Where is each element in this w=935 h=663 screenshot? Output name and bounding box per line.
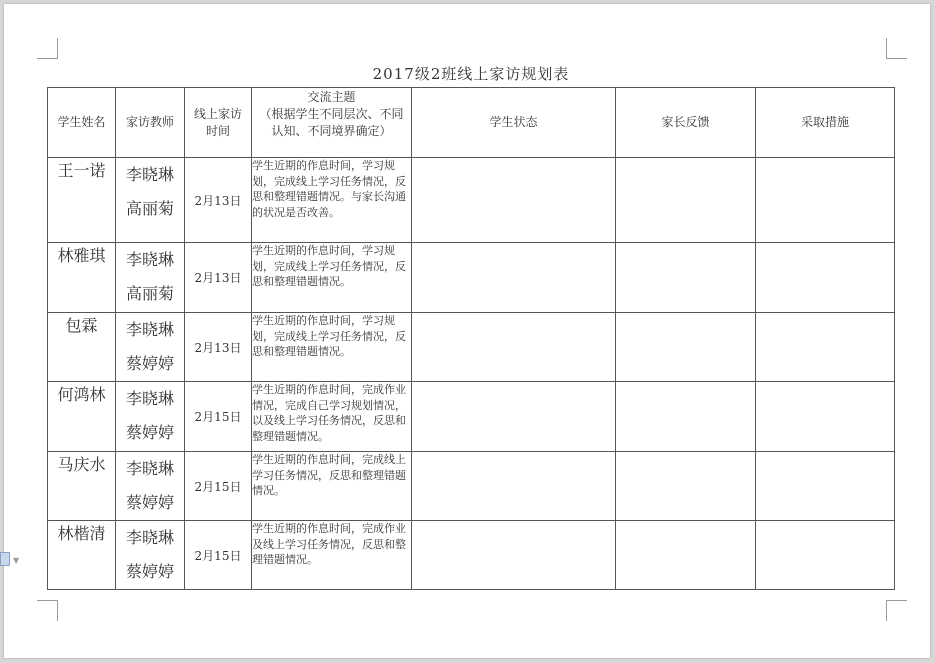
table-row [48,382,895,452]
student-name: 何鸿林 [48,382,116,452]
teacher-primary: 李晓琳 [125,165,174,184]
header-student-status: 学生状态 [412,88,616,158]
parent-feedback-cell [616,243,756,313]
student-status-cell [412,243,616,313]
student-status-cell [412,452,616,521]
teacher-primary: 李晓琳 [125,320,174,339]
teacher-secondary: 蔡婷婷 [125,562,174,581]
header-measures: 采取措施 [756,88,895,158]
teacher-secondary: 蔡婷婷 [125,354,174,373]
teacher-cell [116,313,185,382]
topic-cell: 学生近期的作息时间，完成作业情况，完成自己学习规划情况，以及线上学习任务情况，反思和整理错题情况。 [252,382,412,452]
visit-date: 2月15日 [185,452,252,521]
chevron-down-icon[interactable]: ▼ [13,556,20,565]
student-status-cell [412,521,616,590]
measures-cell [756,382,895,452]
student-name: 林楷清 [48,521,116,590]
measures-cell [756,158,895,243]
visit-date: 2月15日 [185,521,252,590]
table-row [48,158,895,243]
student-status-cell [412,158,616,243]
table-row [48,521,895,590]
header-parent-feedback: 家长反馈 [616,88,756,158]
student-name: 包霖 [48,313,116,382]
topic-cell: 学生近期的作息时间，学习规划，完成线上学习任务情况，反思和整理错题情况。 [252,313,412,382]
visit-date: 2月13日 [185,313,252,382]
teacher-primary: 李晓琳 [125,528,174,547]
parent-feedback-cell [616,521,756,590]
crop-mark-top-left [37,38,58,59]
topic-cell: 学生近期的作息时间，学习规划，完成线上学习任务情况，反思和整理错题情况。 [252,243,412,313]
topic-cell: 学生近期的作息时间，学习规划，完成线上学习任务情况，反思和整理错题情况。与家长沟通的状况是否改善。 [252,158,412,243]
visit-plan-table [47,87,895,590]
student-name: 马庆水 [48,452,116,521]
student-status-cell [412,313,616,382]
paste-options-icon[interactable] [0,552,10,566]
teacher-primary: 李晓琳 [125,459,174,478]
parent-feedback-cell [616,382,756,452]
crop-mark-top-right [886,38,907,59]
visit-date: 2月13日 [185,243,252,313]
table-row [48,243,895,313]
teacher-secondary: 蔡婷婷 [125,493,174,512]
measures-cell [756,452,895,521]
teacher-cell [116,382,185,452]
topic-cell: 学生近期的作息时间，完成作业及线上学习任务情况，反思和整理错题情况。 [252,521,412,590]
measures-cell [756,521,895,590]
teacher-secondary: 高丽菊 [125,199,174,218]
student-name: 王一诺 [48,158,116,243]
student-status-cell [412,382,616,452]
visit-date: 2月15日 [185,382,252,452]
header-topic [252,88,412,158]
document-title: 2017级2班线上家访规划表 [372,65,570,83]
header-row [48,88,895,158]
measures-cell [756,313,895,382]
header-topic-title: 交流主题 [307,90,356,104]
teacher-secondary: 高丽菊 [125,284,174,303]
teacher-secondary: 蔡婷婷 [125,423,174,442]
teacher-cell [116,243,185,313]
visit-date: 2月13日 [185,158,252,243]
parent-feedback-cell [616,313,756,382]
measures-cell [756,243,895,313]
parent-feedback-cell [616,158,756,243]
crop-mark-bottom-left [37,600,58,621]
header-teacher: 家访教师 [116,88,185,158]
header-student-name: 学生姓名 [48,88,116,158]
teacher-primary: 李晓琳 [125,389,174,408]
table-row [48,452,895,521]
table-row [48,313,895,382]
crop-mark-bottom-right [886,600,907,621]
topic-cell: 学生近期的作息时间，完成线上学习任务情况，反思和整理错题情况。 [252,452,412,521]
header-time: 线上家访时间 [185,88,252,158]
header-topic-note: （根据学生不同层次、不同认知、不同境界确定） [259,107,404,138]
teacher-cell [116,452,185,521]
document-page [4,4,930,658]
teacher-cell [116,158,185,243]
teacher-primary: 李晓琳 [125,250,174,269]
student-name: 林雅琪 [48,243,116,313]
teacher-cell [116,521,185,590]
parent-feedback-cell [616,452,756,521]
